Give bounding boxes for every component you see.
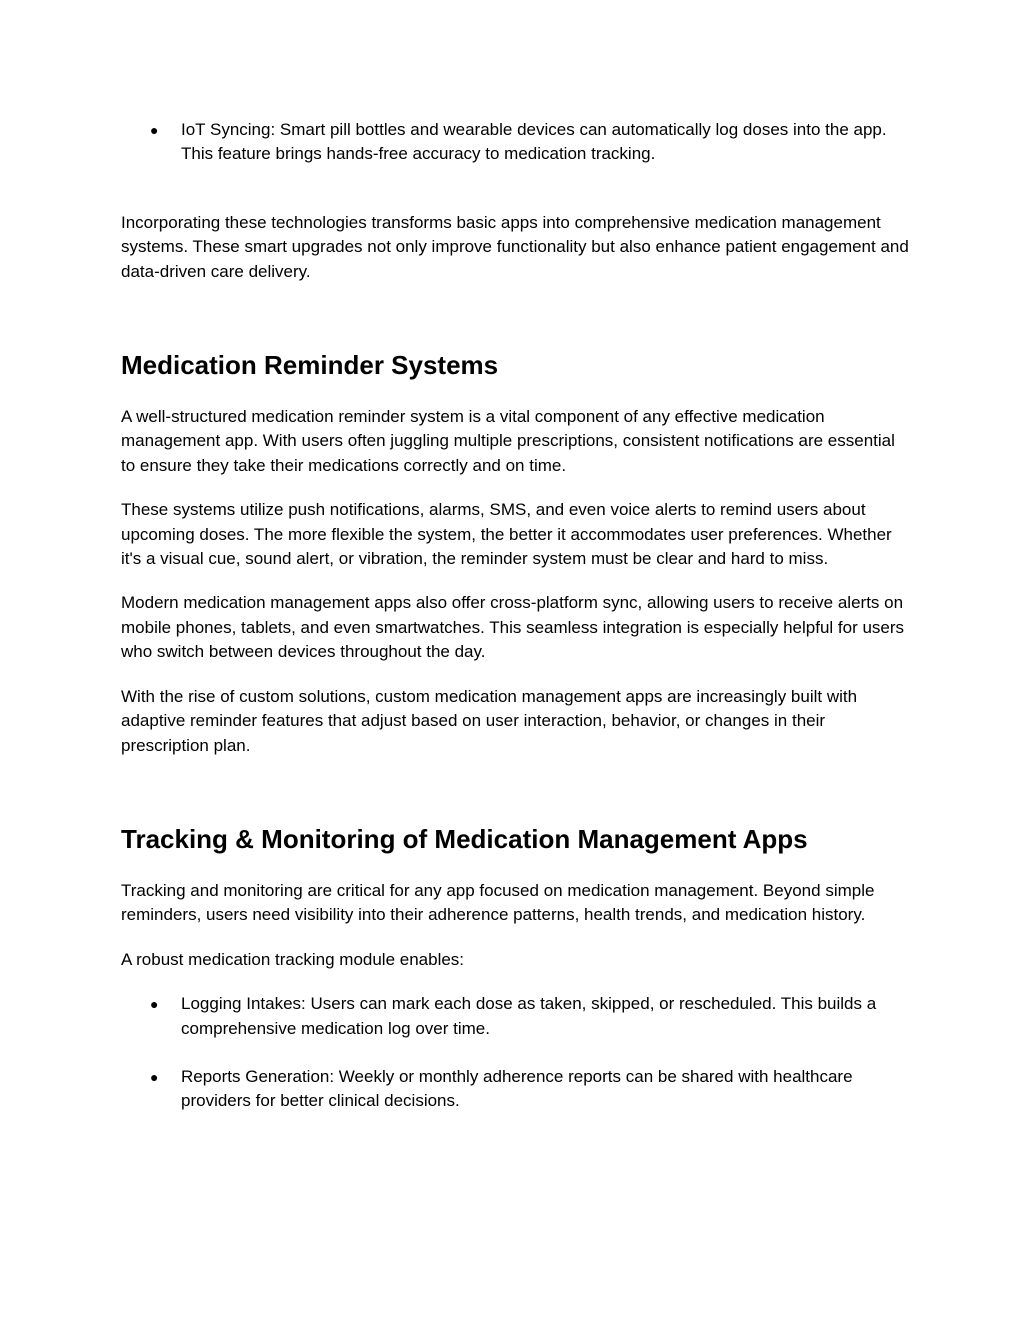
bullet-icon: ●	[150, 122, 159, 138]
bullet-text: Reports Generation: Weekly or monthly adherence reports can be shared with healthcare providers for better clinical decisions.	[181, 1066, 853, 1111]
bullet-icon: ●	[150, 1068, 159, 1085]
paragraph: With the rise of custom solutions, custom medication management apps are increasingly built with adaptive reminder features that adjust based on user interaction, behavior, or changes in their prescription plan.	[121, 686, 858, 755]
tracking-bullet-list	[121, 992, 911, 1114]
paragraph: A well-structured medication reminder system is a vital component of any effective medication management app. With users often juggling multiple prescriptions, consistent notifications are essential to ensure they take their medications correctly and on time.	[121, 407, 895, 475]
intro-bullet-list	[121, 118, 911, 167]
paragraph: Incorporating these technologies transforms basic apps into comprehensive medication management systems. These smart upgrades not only improve functionality but also enhance patient engagement and data-driven care delivery.	[121, 212, 909, 281]
section-heading: Tracking & Monitoring of Medication Management Apps	[121, 823, 808, 854]
list-item	[121, 1065, 911, 1114]
paragraph: These systems utilize push notifications, alarms, SMS, and even voice alerts to remind users about upcoming doses. The more flexible the system, the better it accommodates user preferences. Whether it's a visual cue, sound alert, or vibration, the reminder system must be clear and hard to miss.	[121, 500, 892, 569]
bullet-icon: ●	[150, 996, 159, 1013]
paragraph: A robust medication tracking module enables:	[121, 949, 465, 969]
bullet-text: IoT Syncing: Smart pill bottles and wearable devices can automatically log doses into the app. This feature brings hands-free accuracy to medication tracking.	[181, 120, 887, 164]
paragraph: Tracking and monitoring are critical for any app focused on medication management. Beyond simple reminders, users need visibility into their adherence patterns, health trends, and medication history.	[121, 880, 875, 925]
bullet-text: Logging Intakes: Users can mark each dose as taken, skipped, or rescheduled. This builds a comprehensive medication log over time.	[181, 994, 877, 1038]
list-item	[121, 992, 911, 1041]
document-content	[121, 118, 911, 1114]
section-heading: Medication Reminder Systems	[121, 350, 499, 381]
paragraph: Modern medication management apps also offer cross-platform sync, allowing users to receive alerts on mobile phones, tablets, and even smartwatches. This seamless integration is especially helpful for users who switch between devices throughout the day.	[121, 593, 905, 662]
list-item	[121, 118, 911, 167]
